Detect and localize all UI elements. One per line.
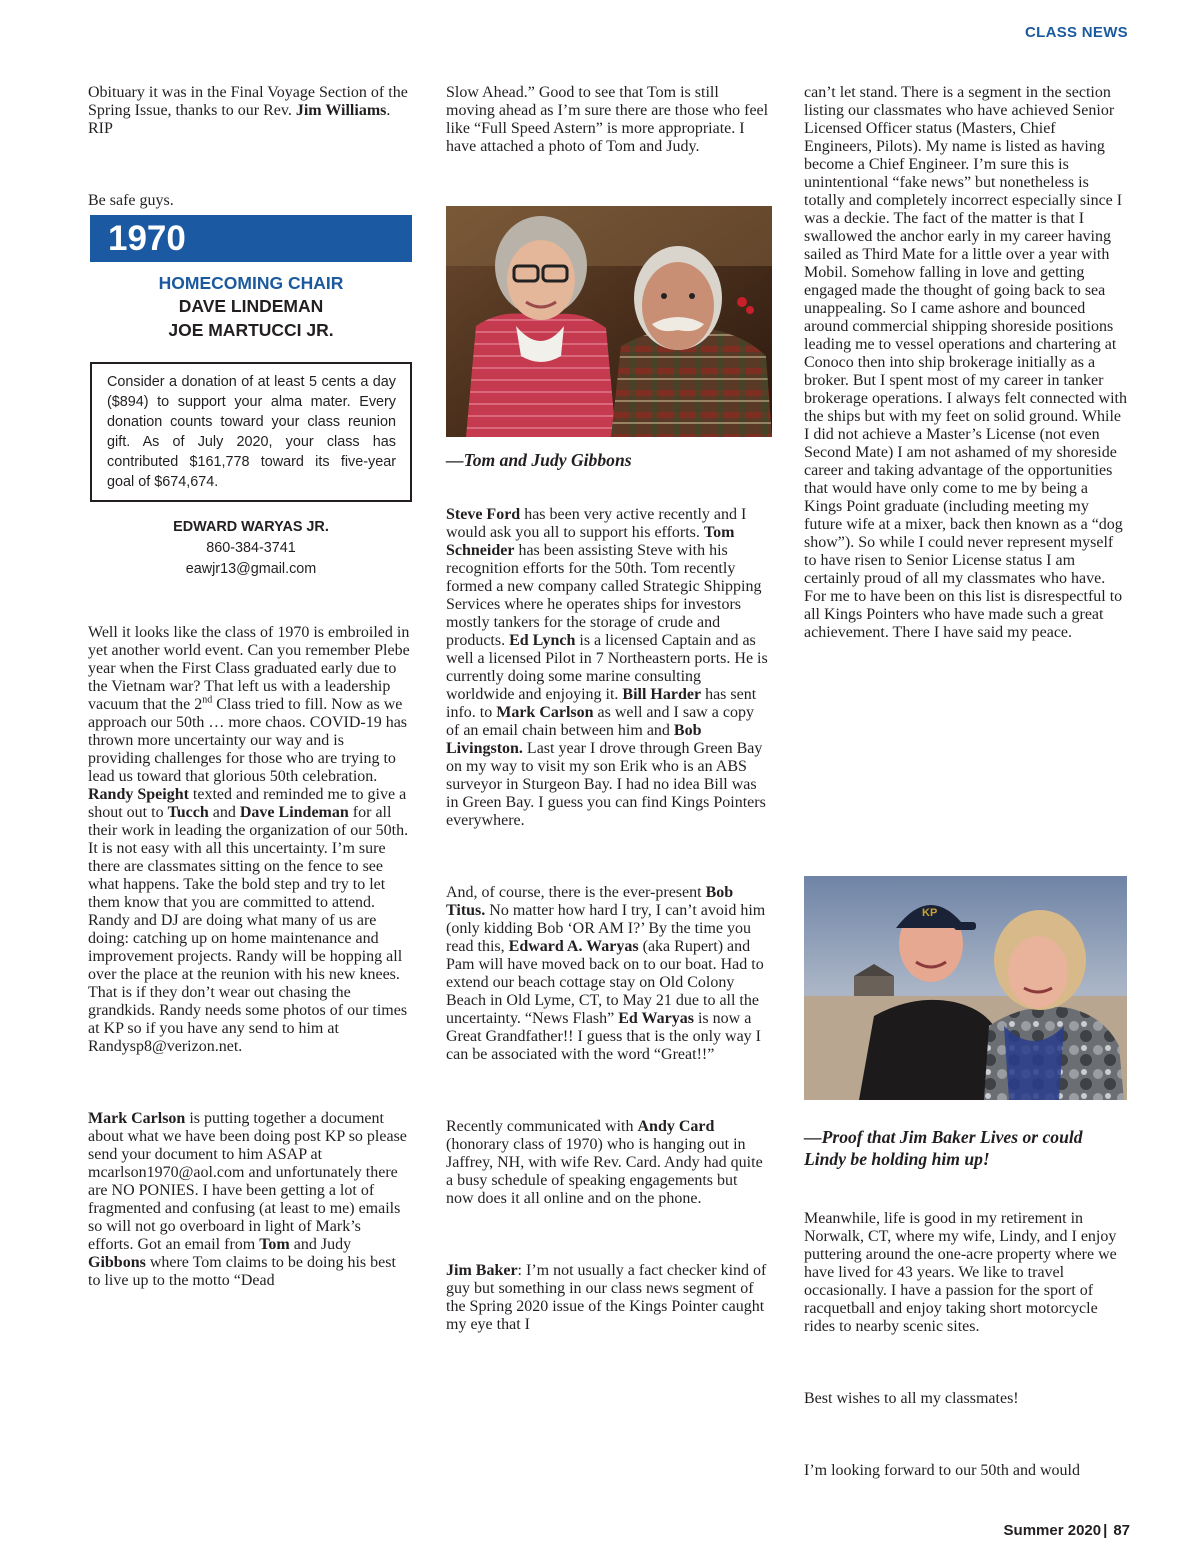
paragraph: Meanwhile, life is good in my retirement in Norwalk, CT, where my wife, Lindy, and I enjoy puttering around the one-acre property where we have lived for 43 years. We like to travel occasionally. I have a passion for the sport of racquetball and enjoy taking short motorcycle rides to nearby scenic sites. [804, 1210, 1117, 1335]
paragraph: Obituary it was in the Final Voyage Section of the Spring Issue, thanks to our Rev. Jim Williams. RIP [88, 84, 408, 137]
contact-phone: 860-384-3741 [206, 540, 296, 556]
cap-lettering: KP [922, 907, 938, 919]
chair-name: JOE MARTUCCI JR. [168, 320, 334, 340]
paragraph: Best wishes to all my classmates! [804, 1389, 1019, 1407]
class-year-banner: 1970 [90, 215, 412, 262]
homecoming-chair-block [90, 272, 412, 342]
contact-email: eawjr13@gmail.com [185, 561, 317, 577]
photo-caption: —Tom and Judy Gibbons [446, 450, 632, 470]
paragraph: Mark Carlson is putting together a document about what we have been doing post KP so please send your document to him ASAP at mcarlson1970@aol.com and unfortunately there are NO PONIES. I have been getting a lot of fragmented and confusing (at least to me) emails so will not go overboard in light of Mark’s efforts. Got an email from Tom and Judy Gibbons where Tom claims to be doing his best to live up to the motto “Dead [88, 1109, 407, 1289]
footer-separator: | [1103, 1522, 1108, 1539]
photo-tom-and-judy-gibbons [446, 206, 772, 437]
chair-name: DAVE LINDEMAN [178, 296, 324, 316]
paragraph: Recently communicated with Andy Card (honorary class of 1970) who is hanging out in Jaffrey, NH, with wife Rev. Card. Andy had quite a busy schedule of speaking engagements but now does it all online and on the phone. [446, 1117, 763, 1207]
column-1-body [88, 608, 410, 1306]
paragraph: I’m looking forward to our 50th and would [804, 1461, 1080, 1479]
column-1-top [88, 68, 410, 226]
contact-name: EDWARD WARYAS JR. [173, 519, 329, 535]
photo-caption: —Proof that Jim Baker Lives or could Lindy be holding him up! [804, 1127, 1083, 1169]
issue-label: Summer 2020 [1003, 1522, 1102, 1539]
photo-jim-baker-and-lindy [804, 876, 1127, 1100]
paragraph: Be safe guys. [88, 191, 174, 209]
column-3-top [804, 68, 1127, 658]
chair-title: HOMECOMING CHAIR [158, 273, 344, 293]
paragraph: Jim Baker: I’m not usually a fact checker kind of guy but something in our class news segment of the Spring 2020 issue of the Kings Pointer caught my eye that I [446, 1261, 767, 1333]
paragraph: Steve Ford has been very active recently and I would ask you all to support his efforts. Tom Schneider has been assisting Steve with his recognition efforts for the 50th. Tom recently formed a new company called Strategic Shipping Services where he operates ships for investors mostly tankers for the storage of crude and products. Ed Lynch is a licensed Captain and as well a licensed Pilot in 7 Northeastern ports. He is currently doing some marine consulting worldwide and enjoying it. Bill Harder has sent info. to Mark Carlson as well and I saw a copy of an email chain between him and Bob Livingston. Last year I drove through Green Bay on my way to visit my son Erik who is an ABS surveyor in Sturgeon Bay. I had no idea Bill was in Green Bay. I guess you can find Kings Pointers everywhere. [446, 506, 768, 829]
page-footer [1004, 1522, 1130, 1539]
section-header: CLASS NEWS [1024, 24, 1128, 41]
donation-box: Consider a donation of at least 5 cents a day ($894) to support your alma mater. Every donation counts toward your class reunion gift. As of July 2020, your class has contributed $161,778 toward its five-year goal of $674,674. [90, 362, 412, 502]
page-number: 87 [1113, 1522, 1130, 1539]
photo-illustration [804, 876, 1127, 1100]
column-3-body [804, 1194, 1127, 1496]
column-2-top [446, 68, 769, 172]
paragraph: And, of course, there is the ever-present Bob Titus. No matter how hard I try, I can’t avoid him (only kidding Bob ‘OR AM I?’ By the time you read this, Edward A. Waryas (aka Rupert) and Pam will have moved back on to our boat. Had to extend our beach cottage stay on Old Colony Beach in Old Lyme, CT, to May 21 due to all the uncertainty. “News Flash” Ed Waryas is now a Great Grandfather!! I guess that is the only way I can be associated with the word “Great!!” [446, 883, 766, 1063]
class-contact [90, 517, 412, 580]
paragraph: Slow Ahead.” Good to see that Tom is still moving ahead as I’m sure there are those who feel like “Full Speed Astern” is more appropriate. I have attached a photo of Tom and Judy. [446, 84, 769, 155]
paragraph: can’t let stand. There is a segment in the section listing our classmates who have achieved Senior Licensed Officer status (Masters, Chief Engineers, Pilots). My name is listed as having become a Chief Engineer. I’m sure this is unintentional “fake news” but nonetheless is totally and completely incorrect especially since I was a deckie. The fact of the matter is that I swallowed the anchor early in my career having sailed as Third Mate for a little over a year with Mobil. Somehow falling in love and getting engaged made the thought of going back to sea unappealing. So I came ashore and bounced around commercial shipping shoreside positions leading me to vessel operations and chartering at Conoco then into ship brokerage initially as a broker. But I spent most of my career in tanker brokerage operations. I always felt connected with the ships but with my feet on solid ground. While I did not achieve a Master’s License (not even Second Mate) I am not ashamed of my shoreside career and taking advantage of the opportunities that would have only come to me by being a Kings Point graduate (including meeting my future wife at a mixer, back then known as a “dog show”). So while I could never represent myself to have risen to Senior License status I am certainly proud of all my classmates who have. For me to have been on this list is disrespectful to all Kings Pointers who have made such a great achievement. There I have said my peace. [804, 84, 1127, 641]
photo-illustration [446, 206, 772, 437]
column-2-body [446, 490, 769, 1350]
paragraph: Well it looks like the class of 1970 is embroiled in yet another world event. Can you remember Plebe year when the First Class graduated early due to the Vietnam war? That left us with a leadership vacuum that the 2nd Class tried to fill. Now as we approach our 50th … more chaos. COVID-19 has thrown more uncertainty our way and is providing challenges for those who are trying to lead us toward that glorious 50th celebration. Randy Speight texted and reminded me to give a shout out to Tucch and Dave Lindeman for all their work in leading the organization of our 50th. It is not easy with all this uncertainty. I’m sure there are classmates sitting on the fence to see what happens. Take the bold step and try to let them know that you are committed to attend. Randy and DJ are doing what many of us are doing: catching up on home maintenance and improvement projects. Randy will be hopping all over the place at the reunion with his new knees. That is if they don’t wear out chasing the grandkids. Randy needs some photos of our times at KP so if you have any send to him at Randysp8@verizon.net. [88, 624, 410, 1055]
